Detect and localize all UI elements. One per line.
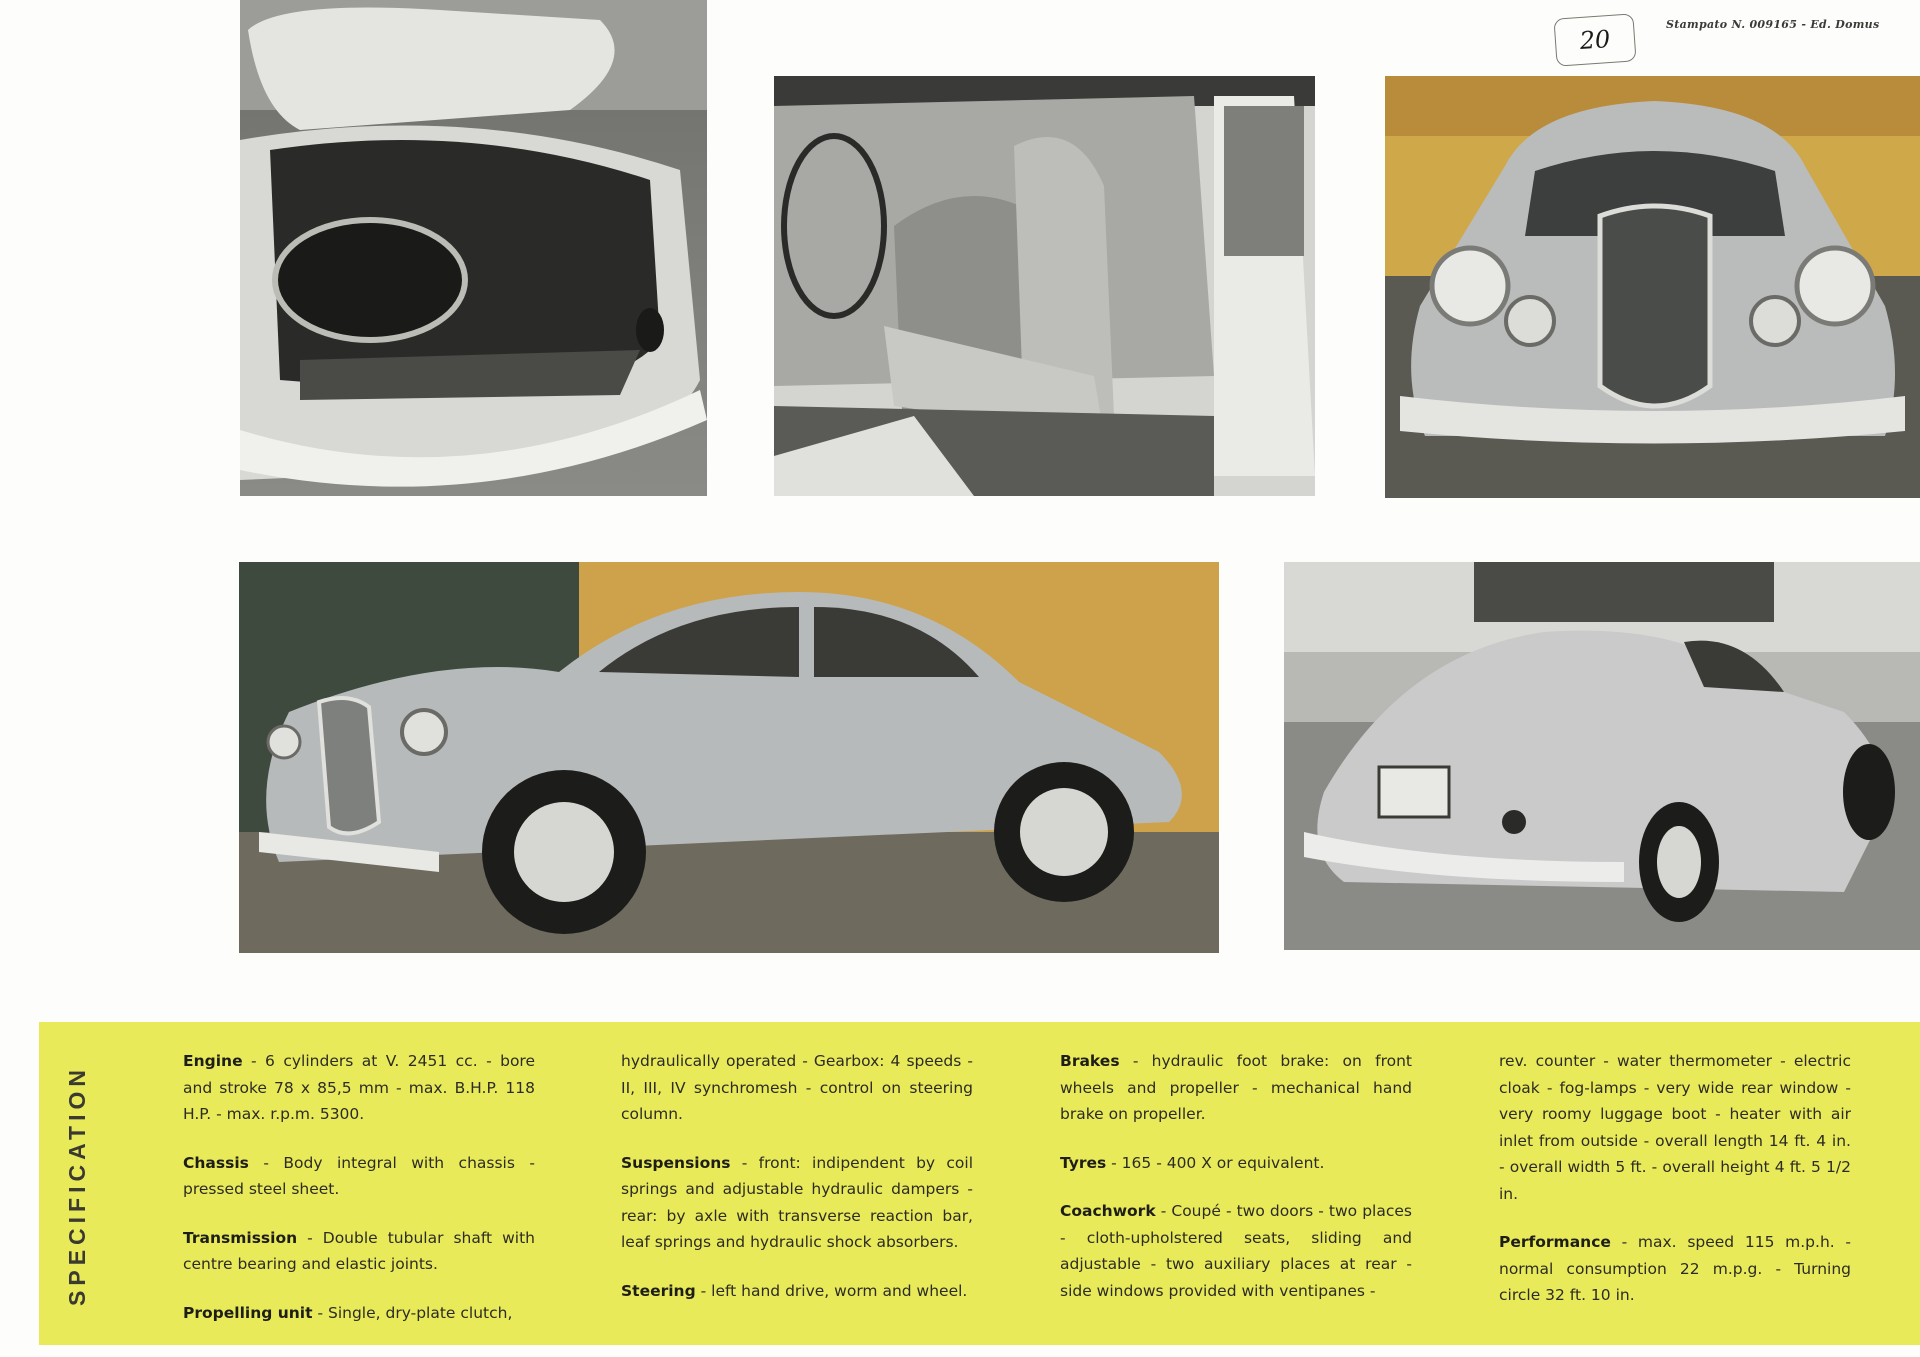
interior-seats-photo bbox=[774, 76, 1315, 496]
spec-column-3 bbox=[1060, 1048, 1412, 1326]
side-three-quarter-photo bbox=[239, 562, 1219, 953]
spec-engine: Engine - 6 cylinders at V. 2451 cc. - bore and stroke 78 x 85,5 mm - max. B.H.P. 118 H.P. - max. r.p.m. 5300. bbox=[183, 1052, 535, 1123]
spec-transmission: Transmission - Double tubular shaft with centre bearing and elastic joints. bbox=[183, 1228, 535, 1273]
spec-column-4 bbox=[1499, 1048, 1851, 1331]
spec-coachwork-continued: rev. counter - water thermometer - electric cloak - fog-lamps - very wide rear window - very roomy luggage boot - heater with air inlet from outside - overall length 14 ft. 4 in. - overall width 5 ft. - overall height 4 ft. 5 1/2 in. bbox=[1499, 1052, 1851, 1203]
spec-suspensions: Suspensions - front: indipendent by coil springs and adjustable hydraulic dampers - rear: by axle with transverse reaction bar, leaf springs and hydraulic shock absorbers. bbox=[621, 1153, 973, 1251]
spec-brakes: Brakes - hydraulic foot brake: on front wheels and propeller - mechanical hand brake on propeller. bbox=[1060, 1052, 1412, 1123]
spec-performance: Performance - max. speed 115 m.p.h. - normal consumption 22 m.p.g. - Turning circle 32 ft. 10 in. bbox=[1499, 1233, 1851, 1304]
rear-three-quarter-photo bbox=[1284, 562, 1920, 950]
spec-propelling-unit-continued: hydraulically operated - Gearbox: 4 speeds - II, III, IV synchromesh - control on steering column. bbox=[621, 1052, 973, 1123]
spec-tyres: Tyres - 165 - 400 X or equivalent. bbox=[1060, 1153, 1325, 1172]
specification-title: SPECIFICATION bbox=[63, 1064, 90, 1306]
spec-propelling-unit: Propelling unit - Single, dry-plate clutch, bbox=[183, 1303, 513, 1322]
spec-column-2 bbox=[621, 1048, 973, 1326]
print-note: Stampato N. 009165 - Ed. Domus bbox=[1666, 18, 1880, 31]
front-grille-photo bbox=[1385, 76, 1920, 498]
spec-steering: Steering - left hand drive, worm and wheel. bbox=[621, 1281, 968, 1300]
open-trunk-photo bbox=[240, 0, 707, 496]
page-number: 20 bbox=[1553, 13, 1636, 66]
spec-coachwork: Coachwork - Coupé - two doors - two places - cloth-upholstered seats, sliding and adjustable - two auxiliary places at rear - side windows provided with ventipanes - bbox=[1060, 1202, 1412, 1300]
spec-chassis: Chassis - Body integral with chassis - pressed steel sheet. bbox=[183, 1153, 535, 1198]
spec-column-1 bbox=[183, 1048, 535, 1348]
